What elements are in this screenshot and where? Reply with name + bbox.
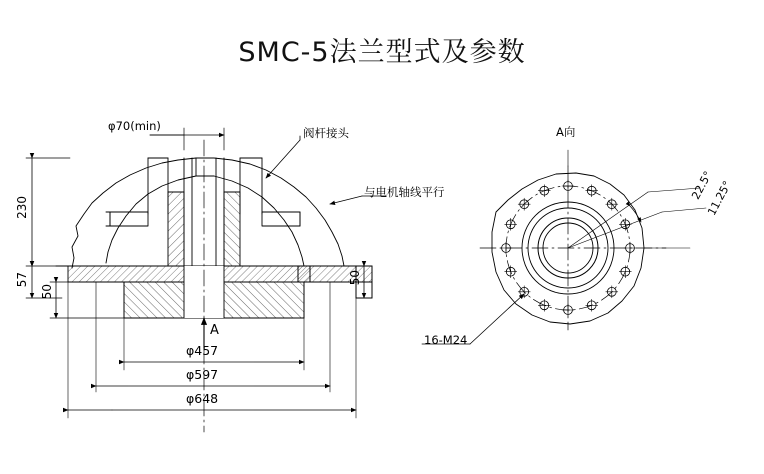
label-parallel-to-motor-axis: 与电机轴线平行 [364, 185, 445, 199]
dim-dia-597: φ597 [186, 367, 219, 382]
label-view-a: A向 [556, 125, 576, 139]
page-title: SMC-5法兰型式及参数 [238, 37, 526, 68]
dim-thk-50-right: 50 [348, 270, 362, 286]
label-bore-min: φ70(min) [108, 119, 161, 133]
dim-dia-648: φ648 [186, 391, 219, 406]
dim-thk-50-left: 50 [40, 284, 54, 300]
label-bolts-16-m24: 16-M24 [424, 333, 468, 347]
dim-height-230: 230 [15, 196, 29, 219]
label-valve-stem-coupling: 阀杆接头 [303, 126, 349, 140]
dim-thk-57: 57 [15, 272, 29, 288]
label-section-arrow-a: A [210, 323, 219, 338]
dim-dia-457: φ457 [186, 343, 219, 358]
label-angle-22-5: 22.5° [689, 169, 715, 202]
label-angle-11-25: 11.25° [705, 178, 734, 218]
